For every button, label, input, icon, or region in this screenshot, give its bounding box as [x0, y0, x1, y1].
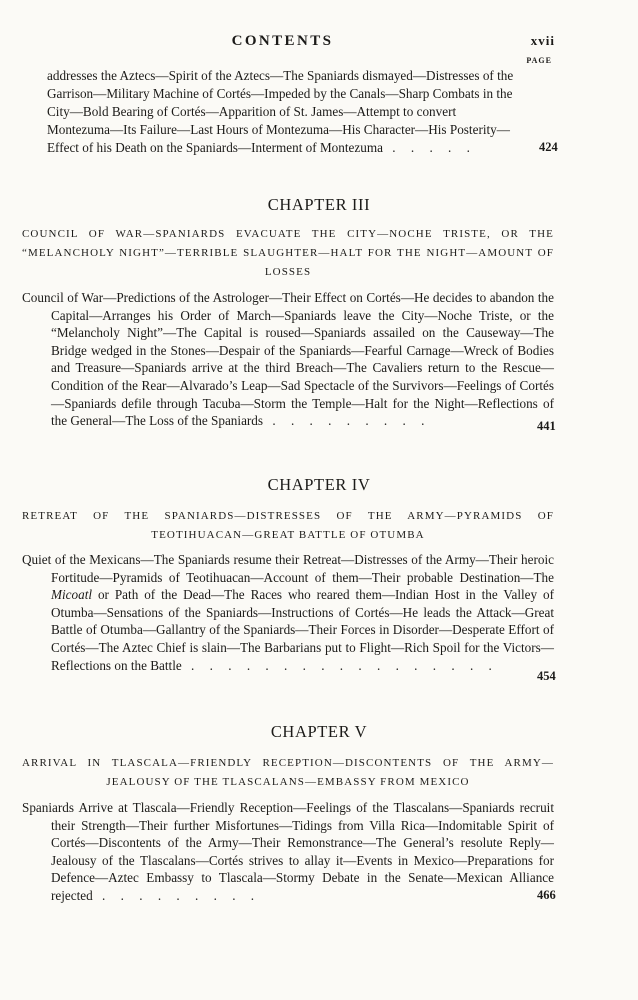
page-column-label: PAGE — [526, 56, 552, 65]
chapter-summary-text: Council of War—Predictions of the Astrologer—Their Effect on Cortés—He decides to abandon the Capital—Arranges his Order of March—Spaniards leave the City—Noche Triste, or the “Melancholy Night”—The Capital is roused—Spaniards assailed on the Causeway—The Bridge wedged in the Stones—Despair of the Spaniards—Fearful Carnage—Wreck of Bodies and Treasure—Spaniards arrive at the third Breach—The Cavaliers return to the Rescue—Condition of the Rear—Alvarado’s Leap—Sad Spectacle of the Survivors—Feelings of Cortés—Spaniards defile through Tacuba—Storm the Temple—Halt for the Night—Reflections of the General—The Loss of the Spaniards — [22, 290, 554, 429]
dot-leader: . . . . . . . . . — [263, 413, 431, 429]
chapter-summary-text: Spaniards Arrive at Tlascala—Friendly Reception—Feelings of the Tlascalans—Spaniards recruit their Strength—Their further Misfortunes—Tidings from Villa Rica—Indomitable Spirit of Cortés—Discontents of the Army—Their Remonstrance—The General’s resolute Reply—Jealousy of the Tlascalans—Cortés strives to allay it—Events in Mexico—Preparations for Defence—Aztec Embassy to Tlascala—Stormy Debate in the Senate—Mexican Alliance rejected — [22, 800, 554, 903]
running-title: CONTENTS — [231, 33, 334, 49]
chapter-subtitle: ARRIVAL IN TLASCALA—FRIENDLY RECEPTION—DISCONTENTS OF THE ARMY—JEALOUSY OF THE TLASCALANS—EMBASSY FROM MEXICO — [22, 757, 554, 788]
page-ref: 424 — [539, 140, 558, 154]
page-ref: 454 — [537, 669, 556, 683]
chapter-summary — [22, 799, 554, 905]
continued-summary-text: addresses the Aztecs—Spirit of the Aztecs—The Spaniards dismayed—Distresses of the Garrison—Military Machine of Cortés—Impeded by the Canals—Sharp Combats in the City—Bold Bearing of Cortés—Apparition of St. James—Attempt to convert Montezuma—Its Failure—Last Hours of Montezuma—His Character—His Posterity—Effect of his Death on the Spaniards—Interment of Montezuma — [47, 68, 514, 155]
chapter-heading: CHAPTER V — [270, 722, 368, 741]
dot-leader: . . . . . . . . . . . . . . . . . — [181, 657, 498, 673]
chapter-subtitle: COUNCIL OF WAR—SPANIARDS EVACUATE THE CITY—NOCHE TRISTE, OR THE “MELANCHOLY NIGHT”—TERRIBLE SLAUGHTER—HALT FOR THE NIGHT—AMOUNT OF LOSSES — [22, 228, 554, 278]
chapter-subtitle: RETREAT OF THE SPANIARDS—DISTRESSES OF THE ARMY—PYRAMIDS OF TEOTIHUACAN—GREAT BATTLE OF OTUMBA — [22, 510, 554, 541]
page-header — [0, 33, 638, 65]
chapter-summary — [22, 289, 554, 430]
italic-term: Micoatl — [51, 587, 93, 603]
chapter-heading: CHAPTER IV — [267, 475, 371, 494]
chapter-summary-text: or Path of the Dead—The Races who reared them—Indian Host in the Valley of Otumba—Sensations of the Spaniards—Instructions of Cortés—He leads the Attack—Great Battle of Otumba—Gallantry of the Spaniards—Their Forces in Disorder—Desperate Effort of Cortés—The Aztec Chief is slain—The Barbarians put to Flight—Rich Spoil for the Victors—Reflections on the Battle — [51, 587, 554, 673]
page-number: xvii — [530, 33, 555, 48]
page-ref: 466 — [537, 888, 556, 902]
page-ref: 441 — [537, 419, 556, 433]
chapter-heading: CHAPTER III — [267, 195, 371, 214]
dot-leader: . . . . . — [382, 140, 476, 155]
continued-summary — [47, 67, 517, 157]
dot-leader: . . . . . . . . . — [92, 887, 261, 903]
chapter-summary — [22, 551, 554, 674]
chapter-summary-text: Quiet of the Mexicans—The Spaniards resume their Retreat—Distresses of the Army—Their heroic Fortitude—Pyramids of Teotihuacan—Account of them—Their probable Destination—The — [22, 552, 554, 585]
